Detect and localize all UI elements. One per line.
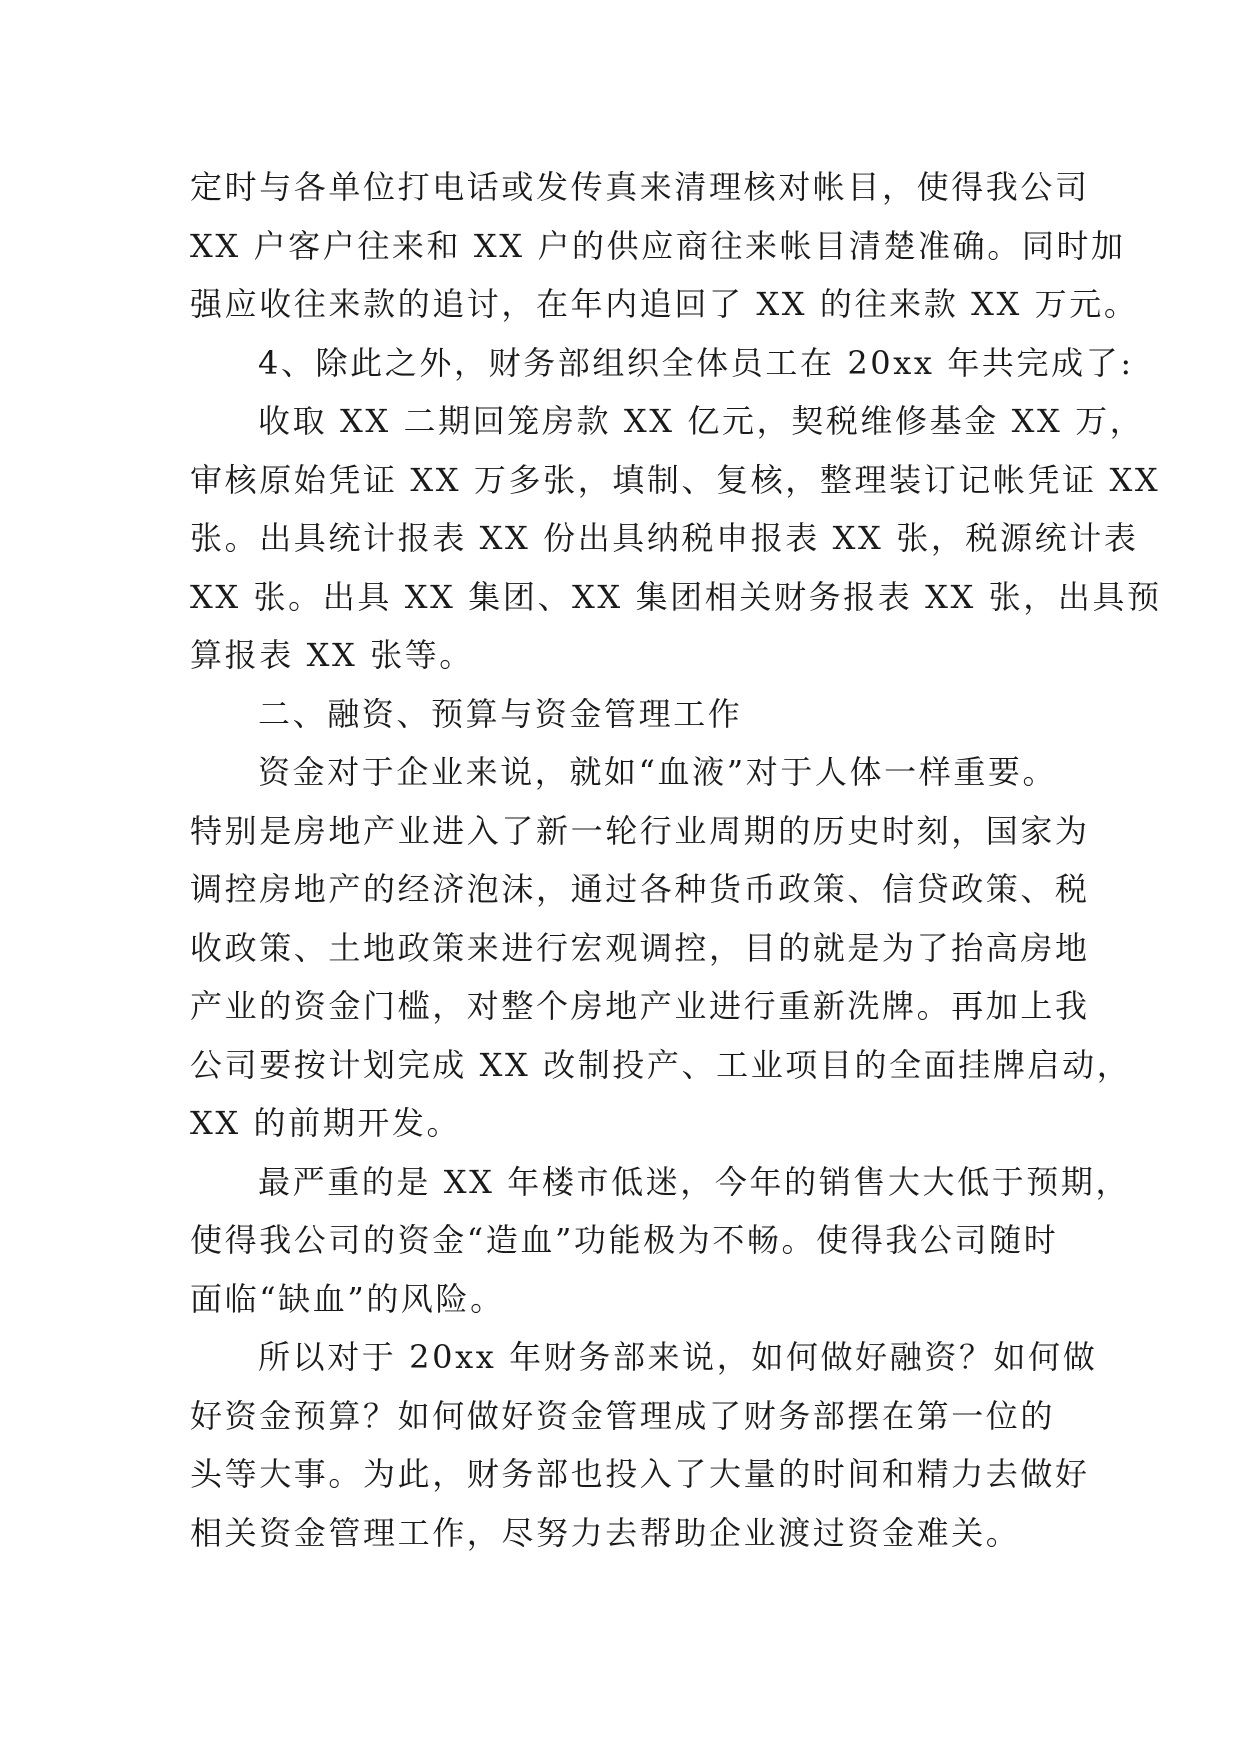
text-line: 调控房地产的经济泡沫，通过各种货币政策、信贷政策、税 [190,870,1090,908]
text-line: XX 张。出具 XX 集团、XX 集团相关财务报表 XX 张，出具预 [190,577,1162,616]
paragraph-start-line: 收取 XX 二期回笼房款 XX 亿元，契税维修基金 XX 万， [258,402,1145,440]
text-line: 强应收往来款的追讨，在年内追回了 XX 的往来款 XX 万元。 [190,285,1139,323]
text-line: 收政策、土地政策来进行宏观调控，目的就是为了抬高房地 [190,928,1090,967]
document-body [190,158,1162,1562]
text-line: 算报表 XX 张等。 [190,636,474,674]
text-line: 头等大事。为此，财务部也投入了大量的时间和精力去做好 [190,1455,1090,1493]
text-line: 定时与各单位打电话或发传真来清理核对帐目，使得我公司 [190,168,1090,206]
paragraph-start-line: 资金对于企业来说，就如“血液”对于人体一样重要。 [258,753,1058,791]
paragraph-start-line: 4、除此之外，财务部组织全体员工在 20xx 年共完成了: [258,343,1134,382]
text-line: 张。出具统计报表 XX 份出具纳税申报表 XX 张，税源统计表 [190,519,1139,557]
paragraph-start-line: 最严重的是 XX 年楼市低迷，今年的销售大大低于预期， [258,1162,1131,1201]
text-line: 面临“缺血”的风险。 [190,1279,505,1318]
text-line: 好资金预算？如何做好资金管理成了财务部摆在第一位的 [190,1396,1056,1435]
text-line: 相关资金管理工作，尽努力去帮助企业渡过资金难关。 [190,1513,1021,1552]
paragraph-start-line: 所以对于 20xx 年财务部来说，如何做好融资？如何做 [258,1338,1098,1376]
text-line: 审核原始凭证 XX 万多张，填制、复核，整理装订记帐凭证 XX [190,460,1161,499]
text-line: 特别是房地产业进入了新一轮行业周期的历史时刻，国家为 [190,811,1090,850]
text-line: XX 户客户往来和 XX 户的供应商往来帐目清楚准确。同时加 [190,226,1126,265]
text-line: 使得我公司的资金“造血”功能极为不畅。使得我公司随时 [190,1221,1059,1259]
text-line: 产业的资金门槛，对整个房地产业进行重新洗牌。再加上我 [190,987,1090,1025]
text-line: XX 的前期开发。 [190,1104,462,1142]
section-heading: 二、融资、预算与资金管理工作 [258,694,743,733]
text-line: 公司要按计划完成 XX 改制投产、工业项目的全面挂牌启动， [190,1045,1132,1084]
